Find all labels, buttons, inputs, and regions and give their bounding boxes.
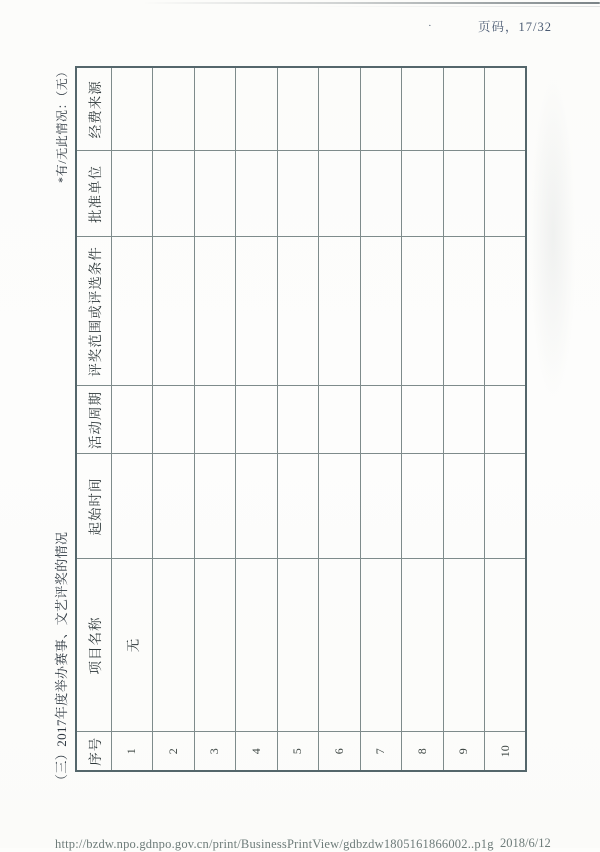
- data-cell: [194, 237, 236, 386]
- serial-cell: 3: [194, 732, 236, 771]
- data-cell: [111, 67, 153, 151]
- serial-cell: 8: [402, 732, 444, 771]
- data-cell: [236, 151, 278, 237]
- data-cell: [485, 151, 527, 237]
- header-project-name: 项目名称: [76, 559, 111, 732]
- data-cell: [111, 386, 153, 454]
- data-cell: [194, 67, 236, 151]
- serial-cell: 7: [360, 732, 402, 771]
- data-cell: [153, 386, 195, 454]
- data-cell: [277, 386, 319, 454]
- data-cell: [360, 151, 402, 237]
- scan-artifact-smudge: [530, 70, 576, 400]
- data-cell: [194, 559, 236, 732]
- data-cell: [319, 454, 361, 559]
- section-title: （三）2017年度举办赛事、文艺评奖的情况: [54, 531, 69, 787]
- scan-dot: ·: [428, 20, 432, 32]
- data-cell: [443, 559, 485, 732]
- data-cell: [194, 454, 236, 559]
- data-cell: [236, 386, 278, 454]
- data-cell: [360, 237, 402, 386]
- data-cell: [153, 151, 195, 237]
- serial-cell: 10: [485, 732, 527, 771]
- serial-cell: 9: [443, 732, 485, 771]
- data-cell: [236, 559, 278, 732]
- data-cell: [319, 386, 361, 454]
- data-cell: [236, 454, 278, 559]
- data-cell: [153, 559, 195, 732]
- data-cell: [153, 237, 195, 386]
- data-cell: [402, 386, 444, 454]
- data-cell: [236, 67, 278, 151]
- data-cell: [443, 454, 485, 559]
- has-none-note: *有/无此情况：（无）: [55, 65, 69, 183]
- serial-cell: 6: [319, 732, 361, 771]
- header-approving-unit: 批准单位: [76, 151, 111, 237]
- print-footer-date: 2018/6/12: [500, 836, 551, 850]
- serial-cell: 5: [277, 732, 319, 771]
- data-cell: [485, 237, 527, 386]
- table-row: [360, 67, 402, 771]
- landscape-form-sheet: [48, 64, 526, 790]
- page-number: 页码，17/32: [478, 20, 552, 34]
- table-row: [153, 67, 195, 771]
- data-cell: [153, 454, 195, 559]
- table-row: [194, 67, 236, 771]
- header-award-scope: 评奖范围或评选条件: [76, 237, 111, 386]
- awards-table: [75, 66, 527, 772]
- print-footer-url: http://bzdw.npo.gdnpo.gov.cn/print/BusinessPrintView/gdbzdw1805161866002..p1g: [55, 837, 494, 851]
- data-cell: [360, 386, 402, 454]
- table-row: [277, 67, 319, 771]
- data-cell: [319, 151, 361, 237]
- data-cell: [402, 151, 444, 237]
- data-cell: [485, 67, 527, 151]
- data-cell: [277, 559, 319, 732]
- table-row: [443, 67, 485, 771]
- data-cell: [443, 67, 485, 151]
- table-row: [319, 67, 361, 771]
- rotated-sheet-area: [48, 64, 526, 790]
- header-start-time: 起始时间: [76, 454, 111, 559]
- data-cell: [236, 237, 278, 386]
- data-cell: [485, 386, 527, 454]
- data-cell: [443, 151, 485, 237]
- data-cell: [153, 67, 195, 151]
- data-cell: [443, 386, 485, 454]
- table-header-row: [76, 67, 111, 771]
- data-cell: [360, 559, 402, 732]
- data-cell: [443, 237, 485, 386]
- header-funding-source: 经费来源: [76, 67, 111, 151]
- data-cell: [402, 67, 444, 151]
- table-row: [402, 67, 444, 771]
- data-cell: 无: [111, 559, 153, 732]
- data-cell: [194, 151, 236, 237]
- table-row: [111, 67, 153, 771]
- data-cell: [194, 386, 236, 454]
- data-cell: [402, 559, 444, 732]
- data-cell: [111, 151, 153, 237]
- serial-cell: 1: [111, 732, 153, 771]
- table-row: [236, 67, 278, 771]
- scan-artifact-line-faint: [300, 6, 600, 7]
- table-row: [485, 67, 527, 771]
- data-cell: [402, 237, 444, 386]
- serial-cell: 2: [153, 732, 195, 771]
- data-cell: [277, 454, 319, 559]
- data-cell: [402, 454, 444, 559]
- data-cell: [319, 67, 361, 151]
- serial-cell: 4: [236, 732, 278, 771]
- data-cell: [360, 454, 402, 559]
- awards-table-body: [111, 67, 526, 771]
- data-cell: [277, 67, 319, 151]
- data-cell: [277, 151, 319, 237]
- header-serial: 序号: [76, 732, 111, 771]
- data-cell: [111, 237, 153, 386]
- data-cell: [319, 237, 361, 386]
- data-cell: [485, 454, 527, 559]
- header-activity-cycle: 活动周期: [76, 386, 111, 454]
- data-cell: [111, 454, 153, 559]
- scan-artifact-line: [142, 2, 600, 4]
- data-cell: [277, 237, 319, 386]
- data-cell: [485, 559, 527, 732]
- data-cell: [319, 559, 361, 732]
- data-cell: [360, 67, 402, 151]
